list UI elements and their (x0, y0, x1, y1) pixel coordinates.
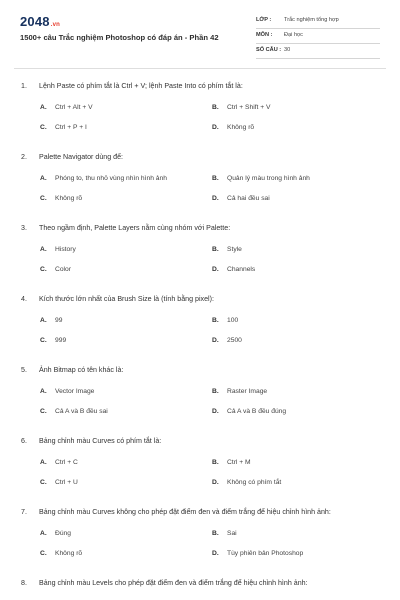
question-number: 1. (21, 82, 27, 90)
meta-row-subject (256, 29, 380, 44)
option-text: Đúng (55, 530, 71, 537)
option-text: 99 (55, 317, 63, 324)
option-letter: A. (40, 530, 47, 537)
option-c[interactable] (40, 124, 87, 131)
option-d[interactable] (212, 550, 303, 557)
option-text: Ctrl + M (227, 459, 251, 466)
meta-label: SỐ CÂU : (256, 47, 282, 53)
option-letter: B. (212, 104, 219, 111)
option-letter: A. (40, 388, 47, 395)
option-letter: D. (212, 266, 219, 273)
option-c[interactable] (40, 479, 78, 486)
option-b[interactable] (212, 530, 237, 537)
question-text (21, 295, 214, 303)
question-text (21, 579, 308, 587)
question-item (0, 433, 400, 504)
option-text: Style (227, 246, 242, 253)
option-text: Tùy phiên bản Photoshop (227, 550, 304, 557)
option-letter: B. (212, 388, 219, 395)
meta-value: 30 (284, 47, 291, 53)
option-text: Sai (227, 530, 237, 537)
question-item (0, 149, 400, 220)
meta-row-class (256, 14, 380, 29)
option-text: Không rõ (55, 550, 83, 557)
option-letter: D. (212, 195, 219, 202)
question-stem: Bảng chỉnh màu Curves có phím tắt là: (39, 437, 162, 445)
document-title: 1500+ câu Trắc nghiệm Photoshop có đáp án - Phần 42 (20, 33, 219, 42)
option-a[interactable] (40, 388, 94, 395)
option-letter: A. (40, 317, 47, 324)
page-header (0, 0, 400, 68)
option-a[interactable] (40, 175, 167, 182)
option-c[interactable] (40, 550, 82, 557)
header-divider (14, 68, 386, 69)
option-b[interactable] (212, 246, 242, 253)
option-letter: C. (40, 195, 47, 202)
meta-label: MÔN : (256, 32, 273, 38)
option-letter: C. (40, 550, 47, 557)
option-letter: C. (40, 408, 47, 415)
option-letter: D. (212, 408, 219, 415)
option-letter: D. (212, 337, 219, 344)
question-text (21, 82, 243, 90)
option-text: 100 (227, 317, 239, 324)
option-d[interactable] (212, 479, 281, 486)
question-stem: Bảng chỉnh màu Levels cho phép đặt điểm đen và điểm trắng để hiệu chỉnh hình ảnh: (39, 579, 308, 587)
option-a[interactable] (40, 246, 76, 253)
question-text (21, 153, 123, 161)
option-text: Vector Image (55, 388, 95, 395)
site-logo[interactable] (20, 14, 60, 29)
option-text: Ctrl + P + I (55, 124, 87, 131)
option-text: Raster Image (227, 388, 268, 395)
option-letter: D. (212, 479, 219, 486)
logo-text: 2048 (20, 14, 50, 29)
option-text: Cả A và B đều đúng (227, 408, 287, 415)
option-text: Quản lý màu trong hình ảnh (227, 175, 310, 182)
option-d[interactable] (212, 195, 270, 202)
option-letter: D. (212, 550, 219, 557)
option-text: Cả hai đều sai (227, 195, 270, 202)
option-text: 2500 (227, 337, 242, 344)
question-item (0, 291, 400, 362)
option-letter: A. (40, 104, 47, 111)
question-list (0, 78, 400, 600)
option-letter: C. (40, 479, 47, 486)
option-text: Không rõ (227, 124, 255, 131)
option-text: 999 (55, 337, 67, 344)
option-text: Không rõ (55, 195, 83, 202)
option-text: Ctrl + Shift + V (227, 104, 271, 111)
option-letter: B. (212, 459, 219, 466)
option-a[interactable] (40, 104, 93, 111)
option-text: Ctrl + Alt + V (55, 104, 93, 111)
option-letter: B. (212, 175, 219, 182)
question-item (0, 78, 400, 149)
option-d[interactable] (212, 408, 286, 415)
option-d[interactable] (212, 266, 255, 273)
option-text: Không có phím tắt (227, 479, 282, 486)
option-c[interactable] (40, 195, 82, 202)
option-c[interactable] (40, 337, 66, 344)
question-number: 7. (21, 508, 27, 516)
question-number: 4. (21, 295, 27, 303)
option-text: Color (55, 266, 71, 273)
question-number: 5. (21, 366, 27, 374)
option-text: Phóng to, thu nhỏ vùng nhìn hình ảnh (55, 175, 167, 182)
question-stem: Kích thước lớn nhất của Brush Size là (tính bằng pixel): (39, 295, 214, 303)
option-letter: B. (212, 317, 219, 324)
option-d[interactable] (212, 337, 242, 344)
option-c[interactable] (40, 266, 71, 273)
question-stem: Ảnh Bitmap có tên khác là: (39, 366, 124, 374)
option-a[interactable] (40, 530, 71, 537)
question-item (0, 362, 400, 433)
question-stem: Lệnh Paste có phím tắt là Ctrl + V; lệnh Paste Into có phím tắt là: (39, 82, 243, 90)
option-b[interactable] (212, 459, 251, 466)
meta-value: Trắc nghiệm tổng hợp (284, 17, 339, 23)
meta-value: Đại học (284, 32, 303, 38)
option-b[interactable] (212, 317, 238, 324)
option-a[interactable] (40, 459, 78, 466)
option-a[interactable] (40, 317, 62, 324)
option-b[interactable] (212, 175, 310, 182)
question-item (0, 220, 400, 291)
option-b[interactable] (212, 104, 271, 111)
option-letter: B. (212, 246, 219, 253)
option-letter: D. (212, 124, 219, 131)
option-letter: C. (40, 337, 47, 344)
question-stem: Palette Navigator dùng để: (39, 153, 123, 161)
meta-info (256, 14, 380, 59)
option-c[interactable] (40, 408, 108, 415)
option-text: Ctrl + C (55, 459, 78, 466)
question-number: 2. (21, 153, 27, 161)
question-number: 8. (21, 579, 27, 587)
option-letter: B. (212, 530, 219, 537)
question-text (21, 508, 331, 516)
logo-domain: .vn (50, 22, 61, 28)
option-text: Channels (227, 266, 256, 273)
question-stem: Theo ngầm định, Palette Layers nằm cùng nhóm với Palette: (39, 224, 231, 232)
question-text (21, 224, 230, 232)
option-letter: C. (40, 124, 47, 131)
question-stem: Bảng chỉnh màu Curves không cho phép đặt điểm đen và điểm trắng để hiệu chỉnh hình ảnh: (39, 508, 331, 516)
question-text (21, 366, 123, 374)
option-text: History (55, 246, 76, 253)
question-number: 6. (21, 437, 27, 445)
question-item (0, 575, 400, 600)
question-item (0, 504, 400, 575)
option-letter: A. (40, 246, 47, 253)
option-letter: C. (40, 266, 47, 273)
option-b[interactable] (212, 388, 267, 395)
question-text (21, 437, 161, 445)
option-letter: A. (40, 459, 47, 466)
option-letter: A. (40, 175, 47, 182)
meta-label: LỚP : (256, 17, 272, 23)
meta-row-count (256, 44, 380, 59)
option-text: Ctrl + U (55, 479, 78, 486)
option-text: Cả A và B đều sai (55, 408, 108, 415)
question-number: 3. (21, 224, 27, 232)
option-d[interactable] (212, 124, 254, 131)
